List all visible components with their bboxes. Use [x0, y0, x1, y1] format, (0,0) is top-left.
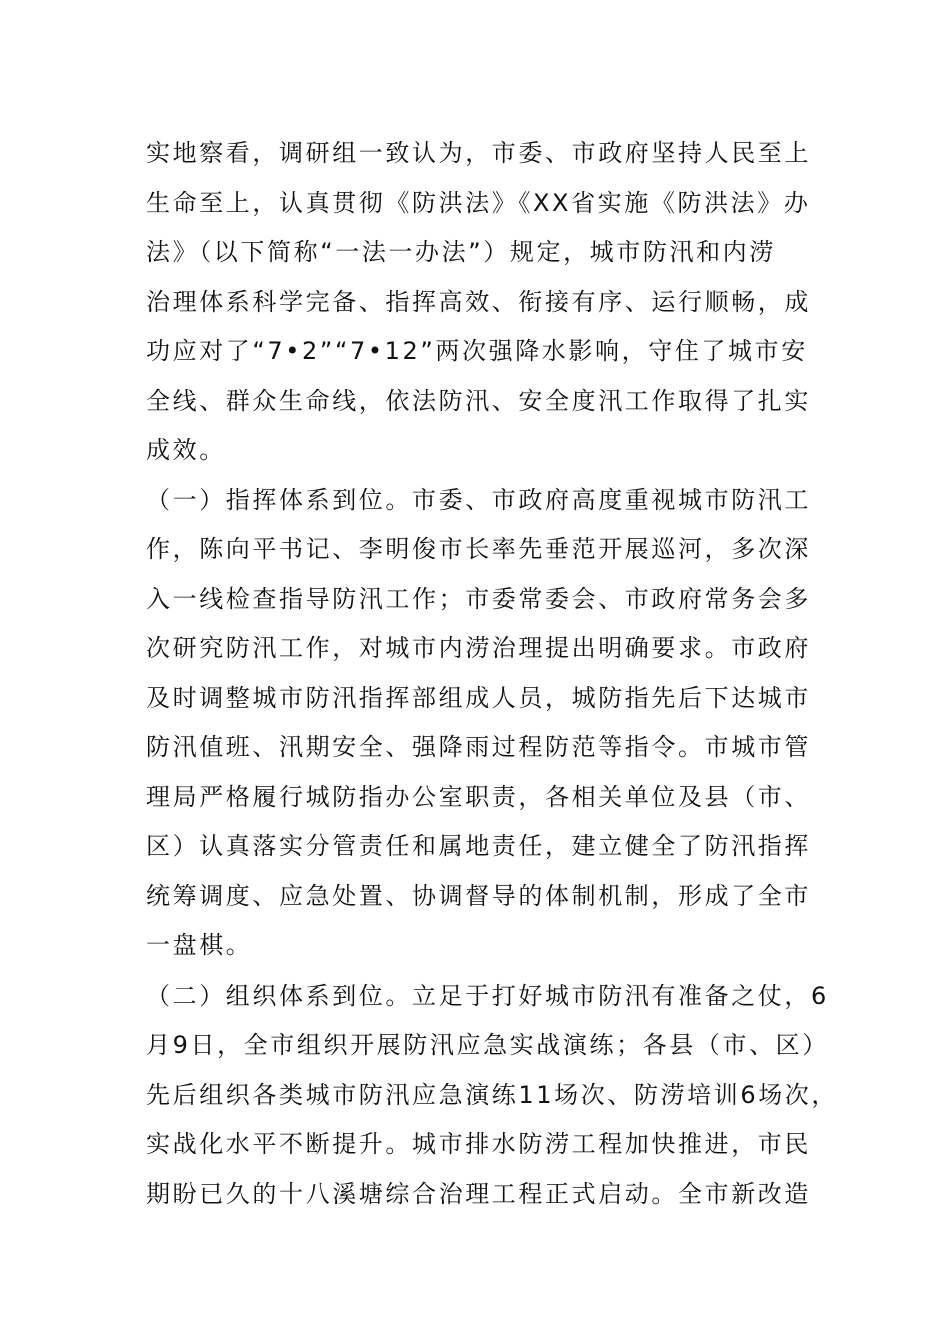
text-line: 次研究防汛工作，对城市内涝治理提出明确要求。市政府 — [146, 634, 811, 662]
text-line: 及时调整城市防汛指挥部组成人员，城防指先后下达城市 — [146, 684, 811, 712]
text-line: 作，陈向平书记、李明俊市长率先垂范开展巡河，多次深 — [146, 535, 811, 563]
text-line: 全线、群众生命线，依法防汛、安全度汛工作取得了扎实 — [146, 387, 811, 415]
text-line: 成效。 — [146, 436, 226, 464]
text-line: 理局严格履行城防指办公室职责，各相关单位及县（市、 — [146, 783, 811, 811]
text-line: 功应对了“7•2”“7•12”两次强降水影响，守住了城市安 — [146, 337, 808, 365]
text-line: 统筹调度、应急处置、协调督导的体制机制，形成了全市 — [146, 882, 811, 910]
section-heading-line: （一）指挥体系到位。市委、市政府高度重视城市防汛工 — [146, 486, 811, 514]
text-line: 实战化水平不断提升。城市排水防涝工程加快推进，市民 — [146, 1130, 811, 1158]
text-line: 月9日，全市组织开展防汛应急实战演练；各县（市、区） — [146, 1031, 829, 1059]
text-line: 期盼已久的十八溪塘综合治理工程正式启动。全市新改造 — [146, 1180, 811, 1208]
text-line: 一盘棋。 — [146, 931, 253, 959]
text-line: 法》（以下简称“一法一办法”）规定，城市防汛和内涝 — [146, 238, 776, 266]
text-line: 入一线检查指导防汛工作；市委常委会、市政府常务会多 — [146, 585, 811, 613]
text-line: 实地察看，调研组一致认为，市委、市政府坚持人民至上 — [146, 139, 811, 167]
section-heading-line: （二）组织体系到位。立足于打好城市防汛有准备之仗，6 — [146, 982, 829, 1010]
text-line: 生命至上，认真贯彻《防洪法》《XX省实施《防洪法》办 — [146, 189, 811, 217]
text-line: 先后组织各类城市防汛应急演练11场次、防涝培训6场次， — [146, 1081, 839, 1109]
text-line: 治理体系科学完备、指挥高效、衔接有序、运行顺畅，成 — [146, 288, 811, 316]
text-line: 区）认真落实分管责任和属地责任，建立健全了防汛指挥 — [146, 832, 811, 860]
text-line: 防汛值班、汛期安全、强降雨过程防范等指令。市城市管 — [146, 733, 811, 761]
